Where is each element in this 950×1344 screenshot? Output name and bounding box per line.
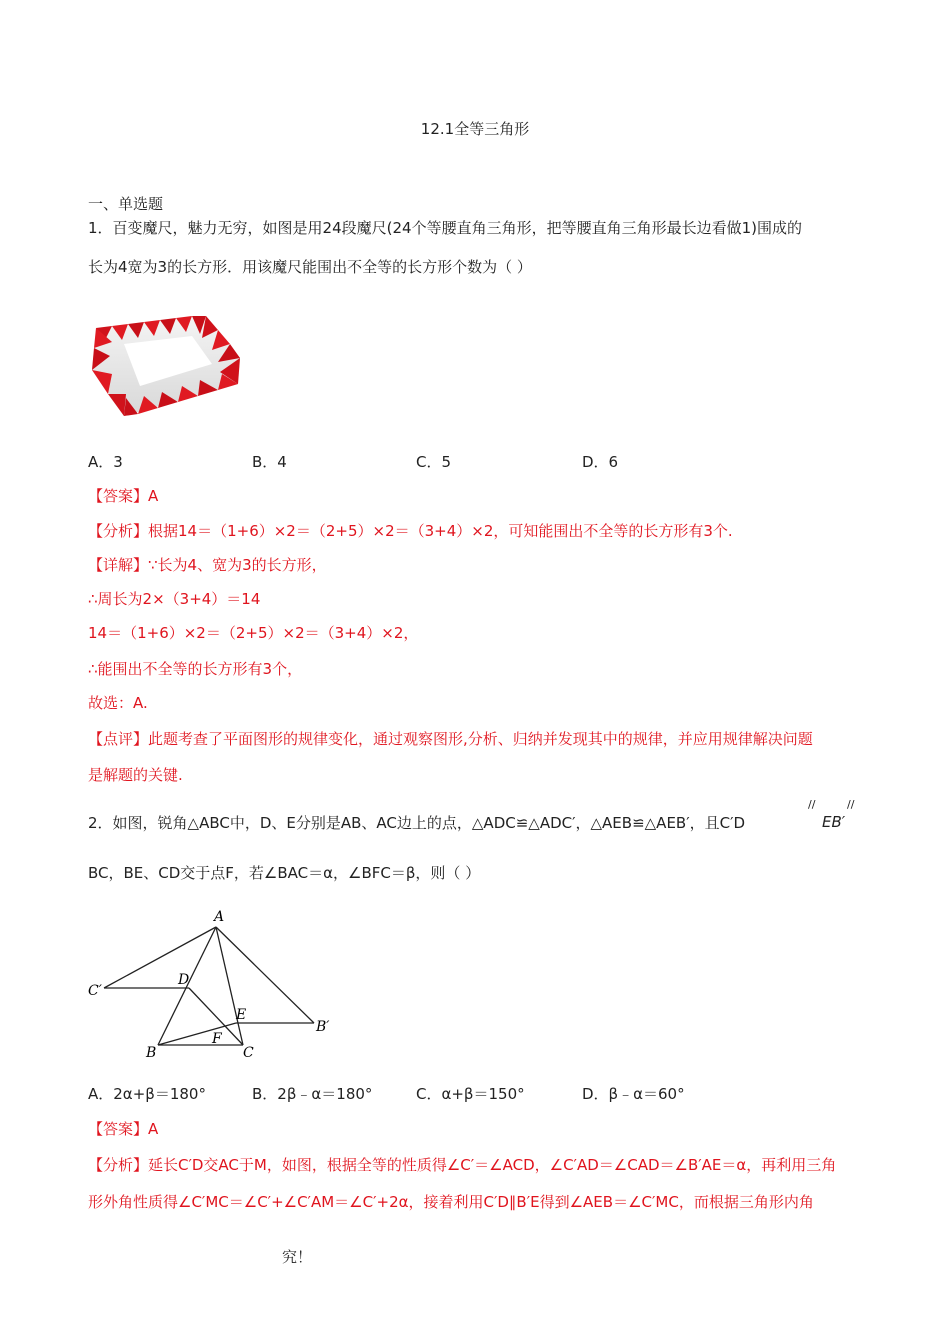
parallel-mark: //: [808, 798, 816, 811]
q2-stem-line1: 2．如图，锐角△ABC中，D、E分别是AB、AC边上的点，△ADC≌△ADC′，△AEB≌△AEB′，且C′D: [88, 814, 746, 832]
label-a: A: [214, 909, 225, 925]
label-b: B: [146, 1045, 157, 1061]
q2-stem-line2: BC，BE、CD交于点F，若∠BAC＝α，∠BFC＝β，则（ ）: [88, 864, 481, 882]
page-title: 12.1全等三角形: [420, 120, 530, 138]
label-c: C: [243, 1045, 254, 1061]
parallel-mark: //: [847, 798, 855, 811]
label-c-prime: C′: [88, 983, 102, 999]
q1-stem-line1: 1．百变魔尺，魅力无穷，如图是用24段魔尺(24个等腰直角三角形，把等腰直角三角形最长边看做1)围成的: [88, 219, 802, 237]
label-b-prime: B′: [316, 1019, 330, 1035]
page-footer: 究！: [282, 1248, 313, 1266]
q2-option-b: B．2β﹣α＝180°: [252, 1085, 373, 1103]
q1-detail-line: 【详解】∵长为4、宽为3的长方形，: [88, 556, 327, 574]
q1-detail-line: 故选：A.: [88, 694, 148, 712]
section-heading: 一、单选题: [88, 195, 164, 213]
q2-answer: 【答案】A: [88, 1120, 159, 1138]
q1-answer: 【答案】A: [88, 487, 159, 505]
q1-comment-line2: 是解题的关键.: [88, 766, 183, 784]
q2-option-a: A．2α+β＝180°: [88, 1085, 206, 1103]
q1-analysis: 【分析】根据14＝（1+6）×2＝（2+5）×2＝（3+4）×2，可知能围出不全等的长方形有3个.: [88, 522, 733, 540]
q2-analysis-line2: 形外角性质得∠C′MC＝∠C′+∠C′AM＝∠C′+2α，接着利用C′D∥B′E得到∠AEB＝∠C′MC，而根据三角形内角: [88, 1193, 814, 1211]
label-e: E: [236, 1007, 247, 1023]
q2-analysis-line1: 【分析】延长C′D交AC于M，如图，根据全等的性质得∠C′＝∠ACD，∠C′AD＝∠CAD＝∠B′AE＝α，再利用三角: [88, 1156, 837, 1174]
q1-option-b: B．4: [252, 453, 287, 471]
q2-stem-line1-tail: EB′: [822, 813, 846, 831]
q2-option-d: D．β﹣α＝60°: [582, 1085, 685, 1103]
q1-option-c: C．5: [416, 453, 452, 471]
q1-detail-line: 14＝（1+6）×2＝（2+5）×2＝（3+4）×2，: [88, 624, 419, 642]
q1-option-a: A．3: [88, 453, 123, 471]
q1-option-d: D．6: [582, 453, 619, 471]
label-d: D: [178, 972, 190, 988]
label-f: F: [212, 1031, 222, 1047]
magic-ruler-image: [88, 310, 248, 422]
q1-detail-line: ∴周长为2×（3+4）＝14: [88, 590, 261, 608]
triangle-figure: [86, 905, 346, 1063]
q1-detail-line: ∴能围出不全等的长方形有3个，: [88, 660, 303, 678]
q1-stem-line2: 长为4宽为3的长方形．用该魔尺能围出不全等的长方形个数为（ ）: [88, 258, 532, 276]
q2-option-c: C．α+β＝150°: [416, 1085, 525, 1103]
q1-comment-line1: 【点评】此题考查了平面图形的规律变化，通过观察图形,分析、归纳并发现其中的规律，并应用规律解决问题: [88, 730, 813, 748]
